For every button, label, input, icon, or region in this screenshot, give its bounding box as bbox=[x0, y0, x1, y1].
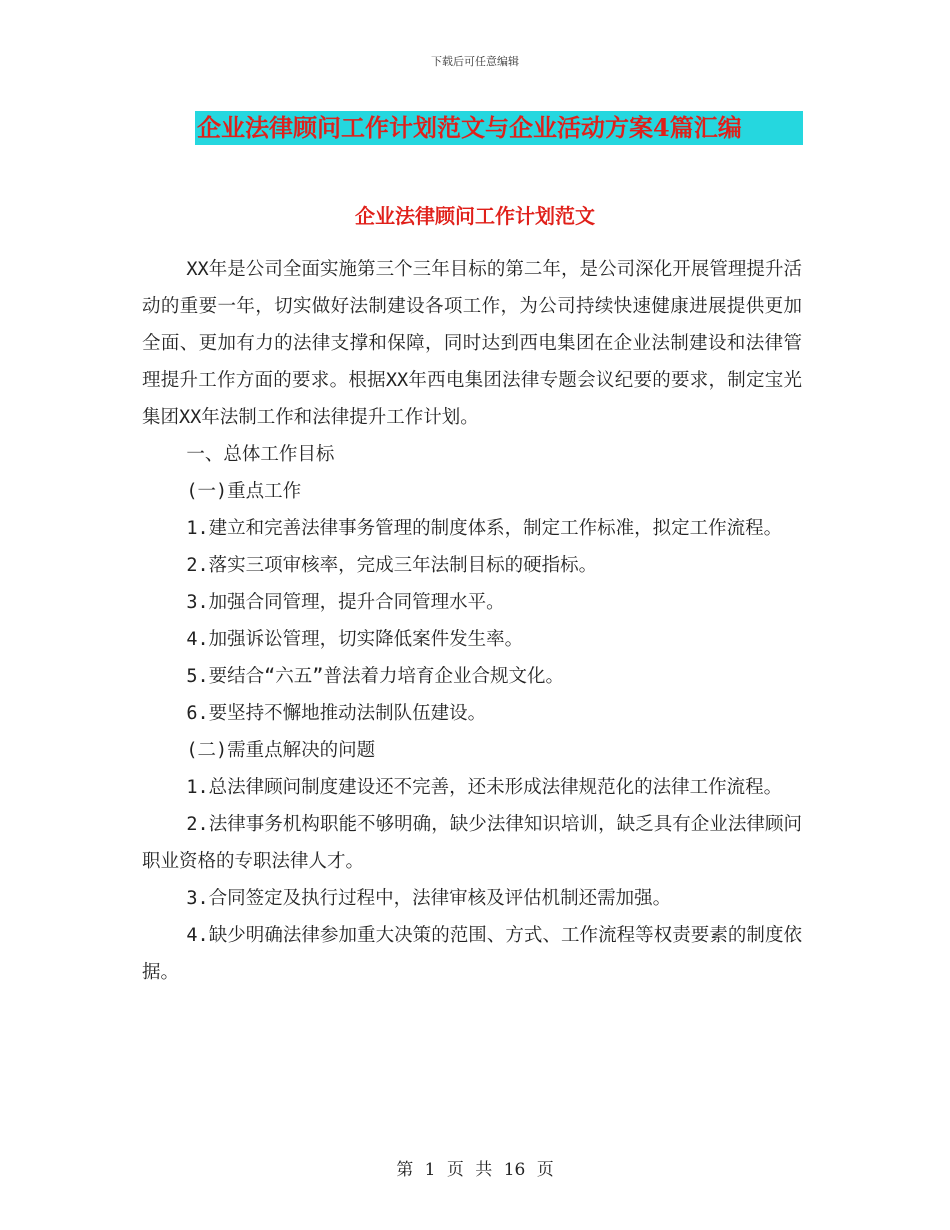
list-item: 5.要结合“六五”普法着力培育企业合规文化。 bbox=[186, 666, 564, 687]
main-title: 企业法律顾问工作计划范文与企业活动方案4篇汇编 bbox=[195, 111, 803, 145]
heading-overall-goals: 一、总体工作目标 bbox=[186, 444, 335, 465]
list-item: 4.加强诉讼管理，切实降低案件发生率。 bbox=[186, 629, 524, 650]
list-item: 3.加强合同管理，提升合同管理水平。 bbox=[186, 592, 505, 613]
list-item: 1.总法律顾问制度建设还不完善，还未形成法律规范化的法律工作流程。 bbox=[186, 777, 783, 798]
list-item: 2.法律事务机构职能不够明确，缺少法律知识培训，缺乏具有企业法律顾问职业资格的专职法律人才。 bbox=[142, 814, 802, 872]
document-body bbox=[142, 251, 802, 991]
list-item: 1.建立和完善法律事务管理的制度体系，制定工作标准，拟定工作流程。 bbox=[186, 518, 783, 539]
page-number-footer: 第 1 页 共 16 页 bbox=[396, 1160, 554, 1180]
list-item: 2.落实三项审核率，完成三年法制目标的硬指标。 bbox=[186, 555, 598, 576]
list-item: 6.要坚持不懈地推动法制队伍建设。 bbox=[186, 703, 487, 724]
subheading-key-work: (一)重点工作 bbox=[186, 481, 302, 502]
subheading-key-problems: (二)需重点解决的问题 bbox=[186, 740, 376, 761]
header-note: 下载后可任意编辑 bbox=[431, 55, 519, 68]
list-item: 4.缺少明确法律参加重大决策的范围、方式、工作流程等权责要素的制度依据。 bbox=[142, 925, 802, 983]
list-item: 3.合同签定及执行过程中，法律审核及评估机制还需加强。 bbox=[186, 888, 672, 909]
paragraph-intro: XX年是公司全面实施第三个三年目标的第二年，是公司深化开展管理提升活动的重要一年，切实做好法制建设各项工作，为公司持续快速健康进展提供更加全面、更加有力的法律支撑和保障，同时达到西电集团在企业法制建设和法律管理提升工作方面的要求。根据XX年西电集团法律专题会议纪要的要求，制定宝光集团XX年法制工作和法律提升工作计划。 bbox=[142, 259, 802, 428]
section-title: 企业法律顾问工作计划范文 bbox=[355, 204, 595, 228]
